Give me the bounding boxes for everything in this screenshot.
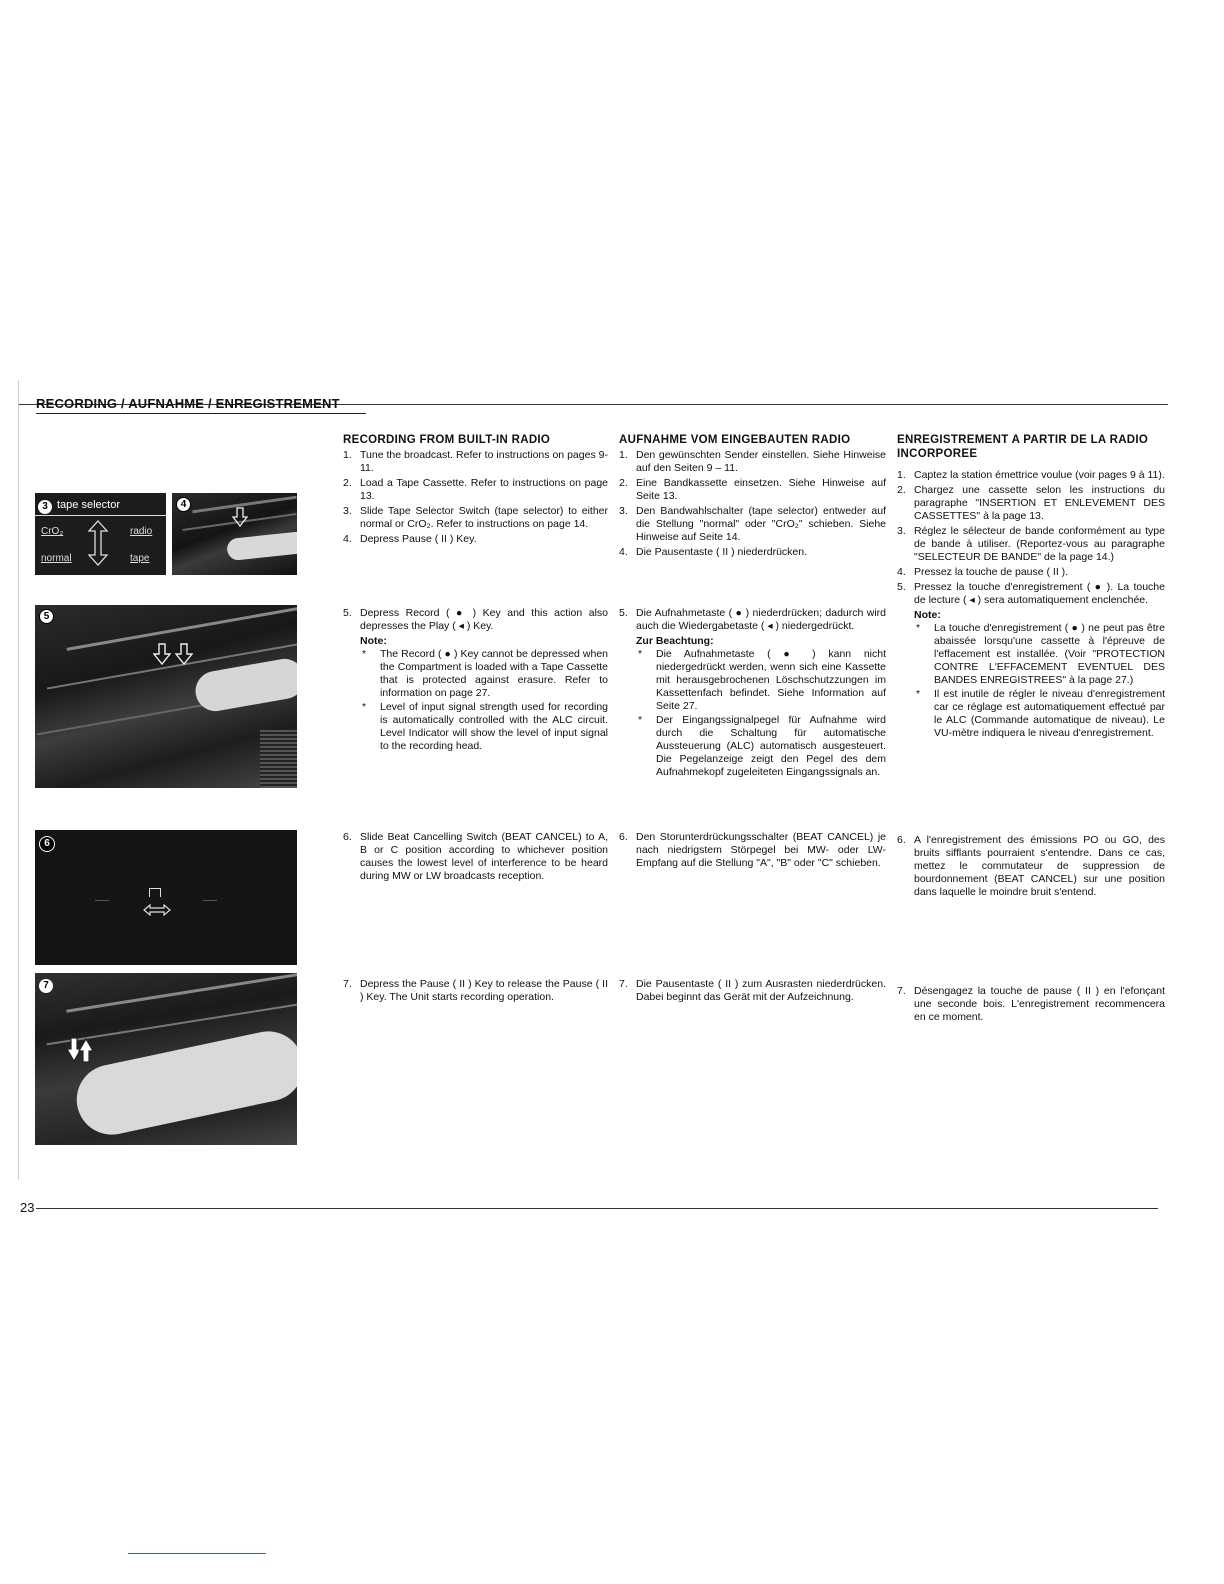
up-down-arrow-icon [67, 1037, 93, 1063]
step-1: 1. Tune the broadcast. Refer to instructions on pages 9-11. [343, 449, 608, 474]
note-item: * Die Aufnahmetaste ( ● ) kann nicht niedergedrückt werden, wenn sich eine Kassette mit herausgebrochenen Löschschutzzungen im Kassettenfach befindet. Siehe Information auf Seite 27. [638, 648, 886, 712]
english-step-7 [343, 978, 608, 1006]
english-step-5 [343, 607, 608, 754]
english-title: RECORDING FROM BUILT-IN RADIO [343, 434, 551, 446]
french-column [897, 433, 1165, 1053]
note-item: * La touche d'enregistrement ( ● ) ne peut pas être abaissée lorsqu'une cassette à l'épreuve de l'effacement est installée. (Voir "PROTECTION CONTRE L'EFFACEMENT EVENTUEL DES BANDES ENREGISTREES" à la page 27.) [916, 622, 1165, 686]
figure-3-tape-selector [35, 493, 166, 575]
scale-mark [203, 900, 217, 901]
figure-4-photo [172, 493, 297, 575]
german-step-5 [619, 607, 886, 780]
french-step-6 [897, 834, 1165, 901]
note-item: * Der Eingangssignalpegel für Aufnahme wird durch die Schaltung für automatische Aussteuerung (ALC) automatisch ausgesteuert. Die Pegelanzeige zeigt den Pegel des dem Aufnahmekopf zugeleiteten Eingangssignals an. [638, 714, 886, 778]
step-5: 5. Pressez la touche d'enregistrement ( ● ). La touche de lecture ( ◂ ) sera automatiquement enclenchée. [897, 581, 1165, 606]
note-label: Note: [914, 609, 941, 621]
step-3: 3. Slide Tape Selector Switch (tape selector) to either normal or CrO₂. Refer to instructions on page 14. [343, 505, 608, 530]
german-steps-1-4 [619, 449, 886, 561]
figure-badge: 3 [38, 500, 52, 514]
bottom-link-line [128, 1553, 266, 1554]
german-step-6 [619, 831, 886, 872]
step-2: 2. Load a Tape Cassette. Refer to instructions on page 13. [343, 477, 608, 502]
step-2: 2. Chargez une cassette selon les instructions du paragraphe "INSERTION ET ENLEVEMENT DES CASSETTES" à la page 13. [897, 484, 1165, 522]
step-7: 7. Depress the Pause ( II ) Key to release the Pause ( II ) Key. The Unit starts recording operation. [343, 978, 608, 1003]
step-6: 6. Den Storunterdrückungsschalter (BEAT CANCEL) je nach niedrigstem Störpegel bei MW- oder LW-Empfang auf die Stellung "A", "B" oder "C" schieben. [619, 831, 886, 869]
french-steps-1-5 [897, 469, 1165, 741]
step-5: 5. Die Aufnahmetaste ( ● ) niederdrücken; dadurch wird auch die Wiedergabetaste ( ◂ ) niedergedrückt. [619, 607, 886, 632]
label-cro2: CrO₂ [41, 526, 64, 537]
figure-badge: 6 [39, 836, 55, 852]
note-item: * Level of input signal strength used for recording is automatically controlled with the ALC circuit. Level Indicator will show the level of input signal to the recording head. [362, 701, 608, 752]
note-label: Note: [360, 635, 387, 647]
double-arrow-icon [87, 519, 109, 567]
page-header: RECORDING / AUFNAHME / ENREGISTREMENT [36, 396, 340, 411]
step-4: 4. Die Pausentaste ( II ) niederdrücken. [619, 546, 808, 558]
step-1: 1. Den gewünschten Sender einstellen. Siehe Hinweise auf den Seiten 9 – 11. [619, 449, 886, 474]
down-arrow-icon [232, 507, 248, 527]
finger-shape [226, 531, 297, 561]
step-6: 6. A l'enregistrement des émissions PO ou GO, des bruits sifflants pourraient s'entendre. Dans ce cas, mettez le commutateur de suppression de bourdonnement (BEAT CANCEL) sur une position dans laquelle le moindre bruit s'entend. [897, 834, 1165, 898]
german-title: AUFNAHME VOM EINGEBAUTEN RADIO [619, 434, 851, 446]
note-item: * The Record ( ● ) Key cannot be depressed when the Compartment is loaded with a Tape Cassette that is protected against erasure. Refer to information on page 27. [362, 648, 608, 699]
german-column [619, 433, 886, 1053]
switch-bracket-icon [149, 888, 161, 897]
english-step-6 [343, 831, 608, 885]
label-radio: radio [130, 526, 153, 537]
french-step-7 [897, 985, 1165, 1026]
note-item: * Il est inutile de régler le niveau d'enregistrement car ce réglage est automatiquement effectué par le ALC (Commande automatique de niveau). Le VU-mètre indiquera le niveau d'enregistrement. [916, 688, 1165, 739]
figure-6-photo [35, 830, 297, 965]
step-2: 2. Eine Bandkassette einsetzen. Siehe Hinweise auf Seite 13. [619, 477, 886, 502]
left-right-arrow-icon [143, 904, 171, 916]
control-panel-strip [66, 973, 297, 1013]
figure-badge: 5 [39, 609, 54, 624]
down-arrow-icon [153, 643, 171, 665]
step-6: 6. Slide Beat Cancelling Switch (BEAT CANCEL) to A, B or C position according to whichever position causes the lowest level of interference to be heard during MW or LW broadcasts reception. [343, 831, 608, 882]
step-4: 4. Depress Pause ( II ) Key. [343, 533, 477, 545]
figure-5-photo [35, 605, 297, 788]
speaker-grille [260, 730, 297, 788]
english-column [343, 433, 608, 1053]
step-7: 7. Die Pausentaste ( II ) zum Ausrasten niederdrücken. Dabei beginnt das Gerät mit der Aufzeichnung. [619, 978, 886, 1003]
figure-badge: 4 [176, 497, 191, 512]
page-number: 23 [20, 1200, 35, 1215]
tape-selector-title: tape selector [57, 499, 120, 511]
down-arrow-icon [175, 643, 193, 665]
step-3: 3. Den Bandwahlschalter (tape selector) entweder auf die Stellung "normal" oder "CrO₂" schieben. Siehe Hinweise auf Seite 14. [619, 505, 886, 543]
finger-shape [70, 1025, 297, 1141]
label-normal: normal [41, 553, 72, 564]
step-1: 1. Captez la station émettrice voulue (voir pages 9 à 11). [897, 469, 1165, 481]
step-7: 7. Désengagez la touche de pause ( II ) en l'efonçant une seconde bois. L'enregistrement recommencera en ce moment. [897, 985, 1165, 1023]
english-steps-1-4 [343, 449, 608, 548]
title-underline [35, 515, 166, 516]
label-tape: tape [130, 553, 150, 564]
german-step-7 [619, 978, 886, 1006]
finger-shape [192, 656, 297, 714]
left-margin-line [18, 380, 19, 1180]
step-3: 3. Réglez le sélecteur de bande conformément au type de bande à utiliser. (Reportez-vous au paragraphe "SELECTEUR DE BANDE" de la page 14.) [897, 525, 1165, 563]
figure-7-photo [35, 973, 297, 1145]
bottom-rule [36, 1208, 1158, 1209]
french-title: ENREGISTREMENT A PARTIR DE LA RADIO INCORPOREE [897, 434, 1149, 460]
figure-badge: 7 [39, 979, 53, 993]
note-label: Zur Beachtung: [636, 635, 714, 647]
header-underline [36, 413, 366, 414]
scale-mark [95, 900, 109, 901]
step-4: 4. Pressez la touche de pause ( II ). [897, 566, 1069, 578]
step-5: 5. Depress Record ( ● ) Key and this action also depresses the Play ( ◂ ) Key. [343, 607, 608, 632]
